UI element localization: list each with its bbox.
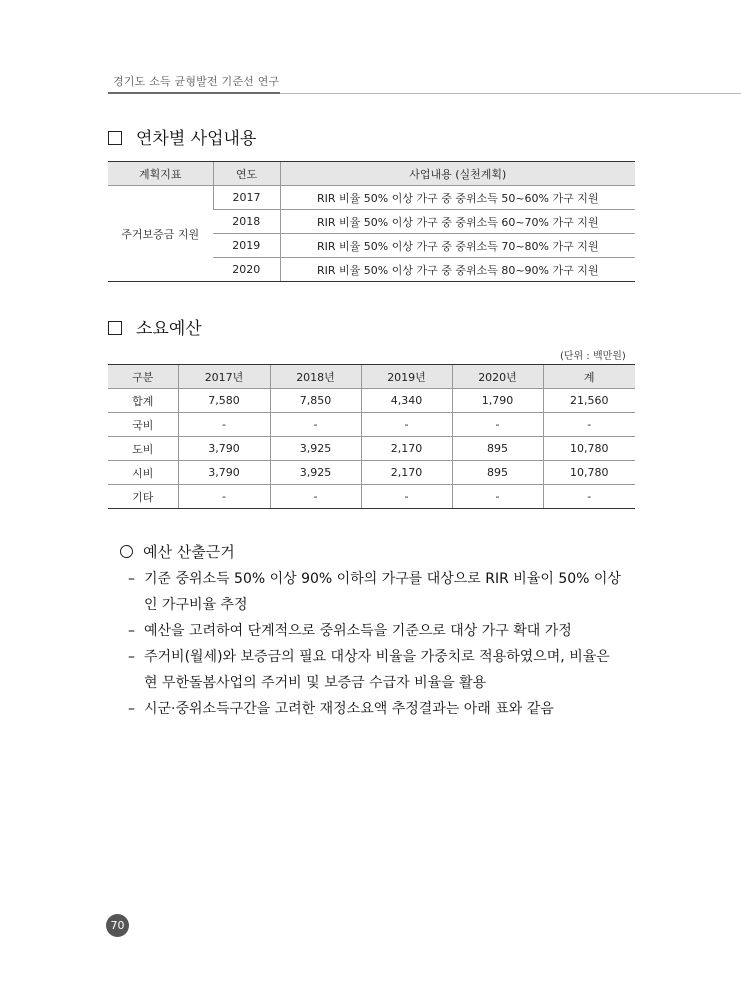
bullet-text: 현 무한돌봄사업의 주거비 및 보증금 수급자 비율을 활용 <box>144 675 487 691</box>
table-header-row <box>108 365 635 389</box>
bullet-text: 기준 중위소득 50% 이상 90% 이하의 가구를 대상으로 RIR 비율이 50% 이상 <box>144 571 621 587</box>
table-row <box>108 485 635 509</box>
table-cell: 3,790 <box>178 461 270 485</box>
column-header: 2017년 <box>178 365 270 389</box>
table-cell: 3,925 <box>270 437 361 461</box>
table-row <box>108 413 635 437</box>
content-cell: RIR 비율 50% 이상 가구 중 중위소득 80~90% 가구 지원 <box>280 258 635 282</box>
content-cell: RIR 비율 50% 이상 가구 중 중위소득 70~80% 가구 지원 <box>280 234 635 258</box>
table-cell: 7,580 <box>178 389 270 413</box>
checkbox-square-icon <box>108 131 122 145</box>
column-header: 연도 <box>213 162 280 186</box>
section-heading-text: 연차별 사업내용 <box>136 129 257 149</box>
running-header: 경기도 소득 균형발전 기준선 연구 <box>113 75 280 88</box>
column-header: 2019년 <box>361 365 452 389</box>
bullet-text: 인 가구비율 추정 <box>144 597 248 613</box>
year-cell: 2018 <box>213 210 280 234</box>
table-cell: - <box>452 485 543 509</box>
page-number-badge: 70 <box>106 914 129 937</box>
table-cell: 3,925 <box>270 461 361 485</box>
table-cell: - <box>178 413 270 437</box>
circle-bullet-icon <box>120 545 133 558</box>
bullet-text: 시군·중위소득구간을 고려한 재정소요액 추정결과는 아래 표와 같음 <box>144 701 554 717</box>
column-header: 사업내용 (실천계획) <box>280 162 635 186</box>
table-cell: - <box>452 413 543 437</box>
indicator-cell: 주거보증금 지원 <box>108 186 213 282</box>
content-cell: RIR 비율 50% 이상 가구 중 중위소득 50~60% 가구 지원 <box>280 186 635 210</box>
column-header: 계 <box>543 365 635 389</box>
dash-bullet-icon: – <box>128 701 135 717</box>
year-cell: 2019 <box>213 234 280 258</box>
section-heading-annual-plan <box>108 124 256 149</box>
table-row <box>108 389 635 413</box>
column-header: 2020년 <box>452 365 543 389</box>
table-cell: 10,780 <box>543 461 635 485</box>
table-cell: 3,790 <box>178 437 270 461</box>
table-cell: 1,790 <box>452 389 543 413</box>
sub-heading-text: 예산 산출근거 <box>143 543 235 561</box>
table-cell: - <box>178 485 270 509</box>
table-cell: 시비 <box>108 461 178 485</box>
table-cell: - <box>361 485 452 509</box>
header-rule-light <box>280 93 741 94</box>
table-cell: - <box>270 485 361 509</box>
table-row <box>108 461 635 485</box>
table-cell: 국비 <box>108 413 178 437</box>
table-cell: 2,170 <box>361 461 452 485</box>
table-cell: 4,340 <box>361 389 452 413</box>
bullet-text: 예산을 고려하여 단계적으로 중위소득을 기준으로 대상 가구 확대 가정 <box>144 623 572 639</box>
table-cell: 도비 <box>108 437 178 461</box>
dash-bullet-icon: – <box>128 623 135 639</box>
table-row <box>108 437 635 461</box>
column-header: 2018년 <box>270 365 361 389</box>
table-cell: 21,560 <box>543 389 635 413</box>
table-cell: - <box>361 413 452 437</box>
unit-note: (단위 : 백만원) <box>560 351 626 362</box>
list-item <box>128 618 572 644</box>
column-header: 계획지표 <box>108 162 213 186</box>
content-cell: RIR 비율 50% 이상 가구 중 중위소득 60~70% 가구 지원 <box>280 210 635 234</box>
table-cell: 7,850 <box>270 389 361 413</box>
year-cell: 2017 <box>213 186 280 210</box>
annual-plan-table <box>108 161 635 282</box>
table-row <box>108 186 635 210</box>
section-heading-text: 소요예산 <box>136 319 202 339</box>
bullet-text: 주거비(월세)와 보증금의 필요 대상자 비율을 가중치로 적용하였으며, 비율은 <box>144 649 610 665</box>
table-cell: 895 <box>452 437 543 461</box>
dash-bullet-icon: – <box>128 649 135 665</box>
budget-table <box>108 364 635 509</box>
dash-bullet-icon: – <box>128 571 135 587</box>
table-cell: 2,170 <box>361 437 452 461</box>
column-header: 구분 <box>108 365 178 389</box>
header-rule-dark <box>108 92 280 94</box>
section-heading-budget <box>108 314 202 339</box>
table-cell: 기타 <box>108 485 178 509</box>
list-item <box>128 566 621 618</box>
table-cell: - <box>270 413 361 437</box>
year-cell: 2020 <box>213 258 280 282</box>
table-cell: 합계 <box>108 389 178 413</box>
checkbox-square-icon <box>108 321 122 335</box>
budget-basis-heading <box>120 541 235 562</box>
table-header-row <box>108 162 635 186</box>
table-cell: 10,780 <box>543 437 635 461</box>
table-cell: - <box>543 413 635 437</box>
table-cell: - <box>543 485 635 509</box>
list-item <box>128 644 610 696</box>
table-cell: 895 <box>452 461 543 485</box>
list-item <box>128 696 554 722</box>
